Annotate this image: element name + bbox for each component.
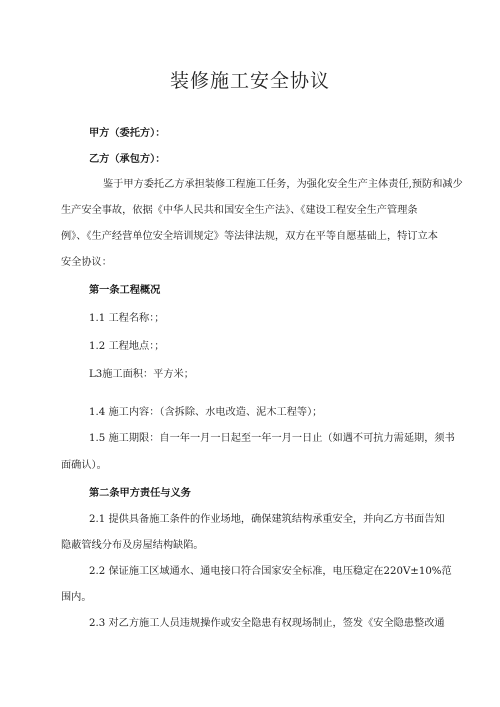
section-1-item-3: L3施工面积：平方米； <box>89 369 194 380</box>
section-2-item-2-line-1: 2.2 保证施工区域通水、通电接口符合国家安全标准，电压稳定在220V±10%范 <box>89 566 452 577</box>
section-1-heading: 第一条工程概况 <box>89 284 161 296</box>
section-1-item-2: 1.2 工程地点：； <box>89 341 165 352</box>
section-2-item-1-line-1: 2.1 提供具备施工条件的作业场地，确保建筑结构承重安全，并向乙方书面告知 <box>89 514 445 525</box>
section-1-item-1: 1.1 工程名称：； <box>89 313 165 324</box>
section-2-item-2-line-2: 围内。 <box>61 592 92 603</box>
intro-line-2: 生产安全事故，依据《中华人民共和国安全生产法》、《建设工程安全生产管理条 <box>61 205 418 216</box>
section-1-item-4: 1.4 施工内容：（含拆除、水电改造、泥木工程等）； <box>89 407 323 418</box>
intro-line-3: 例》、《生产经营单位安全培训规定》等法律法规，双方在平等自愿基础上，特订立本 <box>61 231 438 242</box>
intro-line-1: 鉴于甲方委托乙方承担装修工程施工任务，为强化安全生产主体责任,预防和减少 <box>103 179 463 190</box>
section-2-heading: 第二条甲方责任与义务 <box>89 487 191 499</box>
section-1-item-5-line-2: 面确认）。 <box>61 460 107 471</box>
intro-line-4: 安全协议： <box>61 257 112 268</box>
section-2-item-1-line-2: 隐蔽管线分布及房屋结构缺陷。 <box>61 540 204 551</box>
section-2-item-3-line-1: 2.3 对乙方施工人员违规操作或安全隐患有权现场制止，签发《安全隐患整改通 <box>89 618 445 629</box>
party-a-label: 甲方（委托方）： <box>89 127 166 139</box>
party-b-label: 乙方（承包方）： <box>89 153 166 165</box>
section-1-item-5-line-1: 1.5 施工期限：自一年一月一日起至一年一月一日止（如遇不可抗力需延期，须书 <box>89 433 455 444</box>
document-title: 装修施工安全协议 <box>169 70 330 92</box>
